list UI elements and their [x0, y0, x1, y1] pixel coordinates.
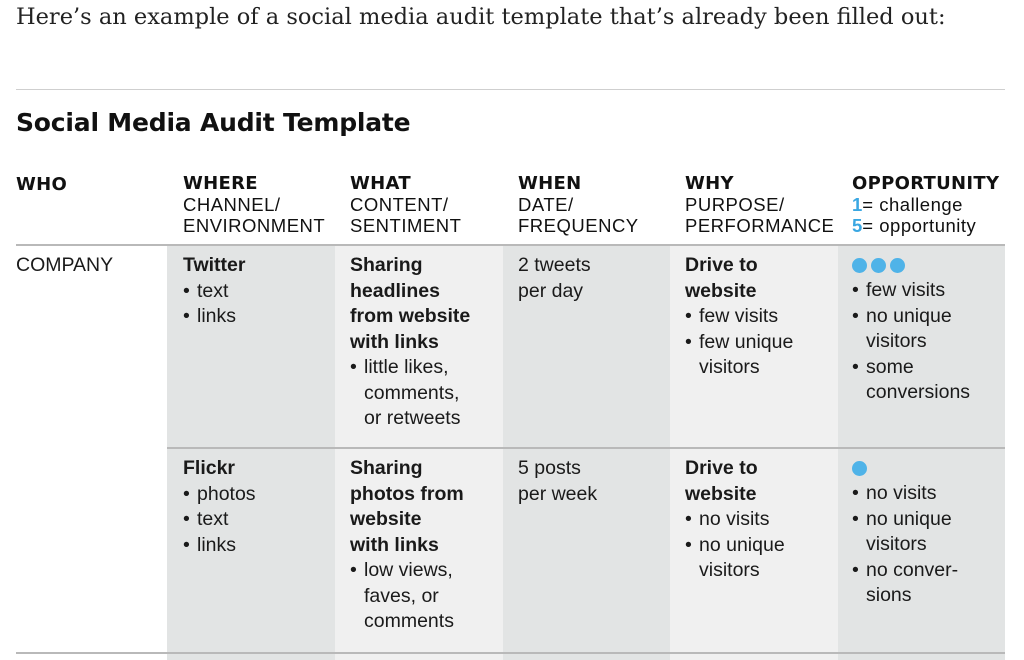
content-item: [350, 355, 470, 432]
header-opportunity-title: OPPORTUNITY: [852, 173, 1000, 194]
purpose-item: [685, 304, 793, 330]
legend-number: 5: [852, 215, 863, 236]
header-where: [183, 173, 325, 236]
opportunity-item: [852, 507, 958, 558]
opportunity-item: [852, 278, 970, 304]
header-why-sub1: PURPOSE/: [685, 194, 785, 215]
content-headline-line: photos from: [350, 482, 464, 505]
content-headline-line: from website: [350, 305, 471, 327]
channel-name: Twitter: [183, 254, 246, 276]
content-item-line: faves, or: [364, 584, 439, 607]
channel-name: Flickr: [183, 457, 236, 479]
intro-text: Here’s an example of a social media audit template that’s already been filled out:: [16, 4, 946, 30]
row-divider: [167, 447, 1005, 449]
channel-item-line: • links: [197, 533, 237, 556]
content-headline-line: website: [350, 508, 422, 530]
who-cell: COMPANY: [16, 254, 114, 276]
frequency-line: 5 posts: [518, 457, 581, 479]
content-headline-line: headlines: [350, 279, 440, 302]
frequency-line: per day: [518, 279, 584, 302]
purpose-headline-line: website: [685, 279, 757, 302]
content-item-line: • low views,: [364, 559, 453, 581]
purpose-item-line: • few unique: [699, 330, 794, 353]
opportunity-item: [852, 558, 958, 609]
opportunity-cell: [852, 253, 970, 406]
purpose-headline-line: Drive to: [685, 254, 758, 276]
opportunity-item: [852, 481, 958, 507]
header-when-sub2: FREQUENCY: [518, 215, 639, 236]
purpose-item-line: • no unique: [699, 533, 785, 556]
channel-item-line: • links: [197, 305, 237, 327]
purpose-item: [685, 507, 785, 533]
purpose-headline-line: website: [685, 482, 757, 505]
opportunity-list: [852, 278, 970, 406]
header-why-sub2: PERFORMANCE: [685, 215, 835, 236]
channel-item-line: • text: [197, 279, 229, 302]
opportunity-item-line: visitors: [866, 330, 927, 352]
header-where-sub1: CHANNEL/: [183, 194, 281, 215]
content-item-line: comments,: [364, 381, 460, 404]
opportunity-item-line: sions: [866, 584, 912, 606]
content-item: [350, 558, 464, 635]
opportunity-item-line: conversions: [866, 381, 971, 403]
rating-dot: [890, 258, 905, 273]
header-what-sub1: CONTENT/: [350, 194, 449, 215]
opportunity-item-line: • no conver-: [866, 558, 959, 581]
rating-dots: [852, 456, 958, 481]
channel-list: [183, 482, 256, 559]
channel-item: [183, 304, 245, 330]
rating-dot: [871, 258, 886, 273]
frequency-cell: [518, 253, 591, 304]
header-when-title: WHEN: [518, 173, 582, 194]
legend-challenge: [852, 194, 999, 215]
content-headline-line: Sharing: [350, 457, 423, 479]
opportunity-item: [852, 355, 970, 406]
purpose-cell: [685, 456, 785, 584]
bottom-divider: [16, 652, 1005, 654]
channel-item-line: • photos: [197, 482, 256, 505]
purpose-cell: [685, 253, 793, 381]
header-what-title: WHAT: [350, 173, 411, 194]
channel-item: [183, 482, 256, 508]
content-headline-line: with links: [350, 330, 439, 353]
rating-dot: [852, 258, 867, 273]
content-item-line: • little likes,: [364, 356, 449, 378]
purpose-item-line: • no visits: [699, 508, 770, 530]
header-what-sub2: SENTIMENT: [350, 215, 462, 236]
when-column-shade: [503, 245, 670, 660]
opportunity-item-line: • few visits: [866, 279, 946, 301]
header-when-sub1: DATE/: [518, 194, 574, 215]
header-who: [16, 173, 67, 195]
header-divider: [16, 244, 1005, 246]
channel-item-line: • text: [197, 508, 229, 530]
legend-number: 1: [852, 194, 863, 215]
opportunity-item-line: • some: [866, 355, 914, 378]
purpose-headline-line: Drive to: [685, 457, 758, 479]
rating-dot: [852, 461, 867, 476]
header-what: [350, 173, 461, 236]
content-list: [350, 558, 464, 635]
opportunity-list: [852, 481, 958, 609]
purpose-item-line: visitors: [699, 559, 760, 581]
purpose-list: [685, 507, 785, 584]
content-headline-line: with links: [350, 533, 439, 556]
header-where-title: WHERE: [183, 173, 258, 194]
content-list: [350, 355, 470, 432]
content-cell: [350, 253, 470, 432]
purpose-item: [685, 330, 793, 381]
frequency-cell: [518, 456, 597, 507]
content-item-line: comments: [364, 610, 454, 632]
content-headline-line: Sharing: [350, 254, 423, 276]
content-item-line: or retweets: [364, 407, 461, 429]
header-opportunity: [852, 173, 999, 236]
opportunity-item-line: • no unique: [866, 304, 952, 327]
header-why-title: WHY: [685, 173, 734, 194]
top-divider: [16, 89, 1005, 90]
channel-item: [183, 279, 245, 305]
header-where-sub2: ENVIRONMENT: [183, 215, 326, 236]
channel-list: [183, 279, 245, 330]
purpose-list: [685, 304, 793, 381]
header-who-title: WHO: [16, 174, 68, 195]
frequency-line: 2 tweets: [518, 254, 591, 276]
opportunity-item-line: • no visits: [866, 482, 937, 504]
frequency-line: per week: [518, 482, 598, 505]
legend-text: = opportunity: [862, 215, 977, 236]
opportunity-item-line: • no unique: [866, 507, 952, 530]
legend-opportunity: [852, 215, 999, 236]
channel-cell: [183, 253, 245, 330]
template-title: Social Media Audit Template: [16, 108, 411, 137]
purpose-item-line: • few visits: [699, 305, 779, 327]
header-when: [518, 173, 639, 236]
channel-cell: [183, 456, 256, 558]
channel-item: [183, 507, 256, 533]
opportunity-item-line: visitors: [866, 533, 927, 555]
opportunity-cell: [852, 456, 958, 609]
content-cell: [350, 456, 464, 635]
opportunity-item: [852, 304, 970, 355]
channel-item: [183, 533, 256, 559]
purpose-item: [685, 533, 785, 584]
header-why: [685, 173, 834, 236]
purpose-item-line: visitors: [699, 356, 760, 378]
rating-dots: [852, 253, 970, 278]
legend-text: = challenge: [862, 194, 963, 215]
